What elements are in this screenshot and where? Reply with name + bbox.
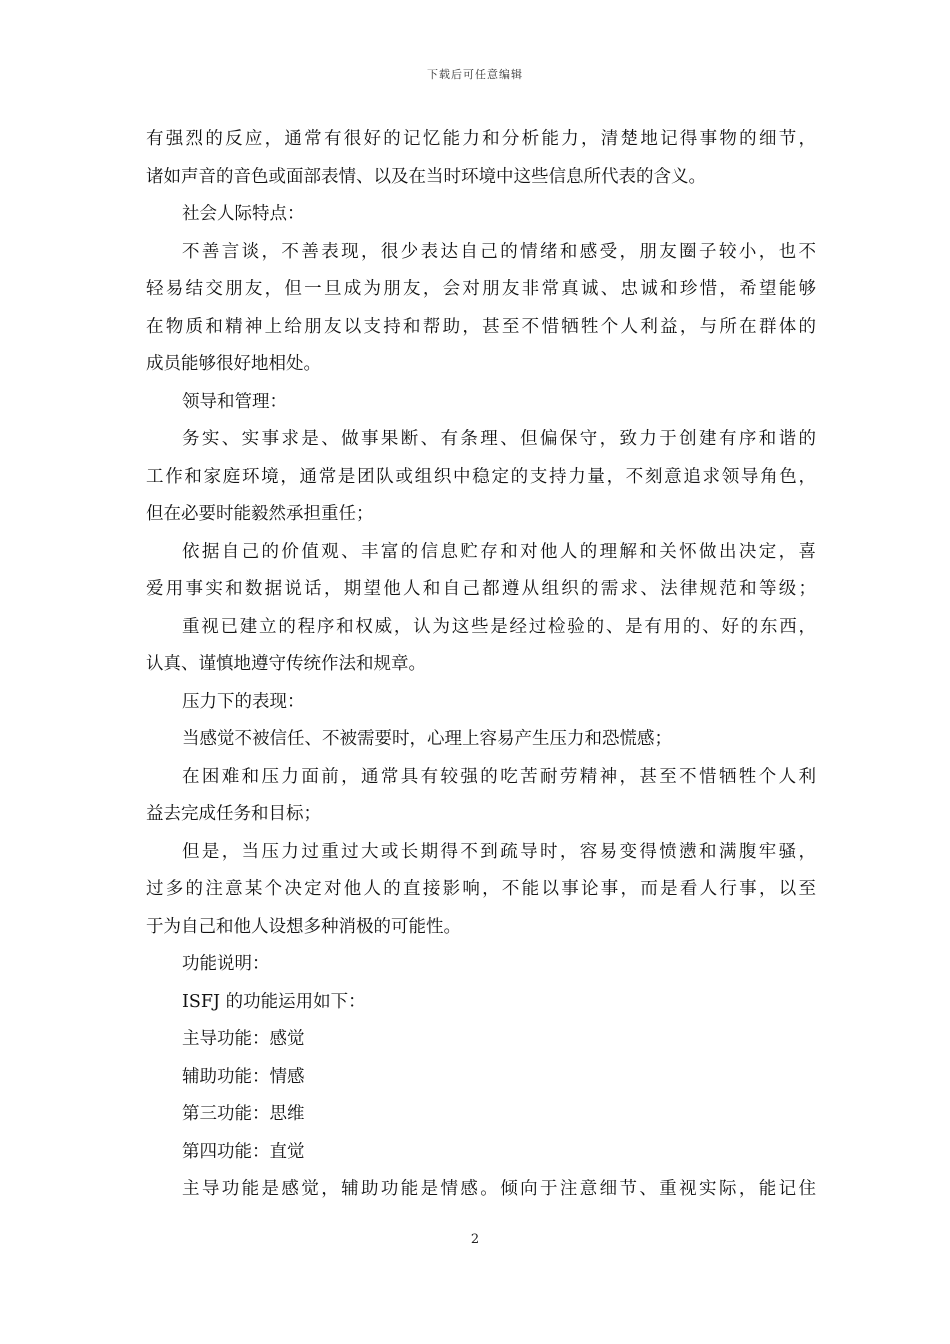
text-line: 重视已建立的程序和权威，认为这些是经过检验的、是有用的、好的东西， [182, 616, 816, 637]
function-auxiliary: 辅助功能：情感 [182, 1066, 305, 1087]
text-line: 爱用事实和数据说话，期望他人和自己都遵从组织的需求、法律规范和等级； [146, 579, 816, 599]
text-line: 成员能够很好地相处。 [146, 354, 321, 374]
text-line: 务实、实事求是、做事果断、有条理、但偏保守，致力于创建有序和谐的 [182, 429, 816, 449]
section-heading-social: 社会人际特点： [182, 204, 305, 224]
text-line: 轻易结交朋友，但一旦成为朋友，会对朋友非常真诚、忠诚和珍惜，希望能够 [146, 279, 816, 299]
text-line: 有强烈的反应，通常有很好的记忆能力和分析能力，清楚地记得事物的细节， [146, 129, 816, 149]
text-line: 当感觉不被信任、不被需要时，心理上容易产生压力和恐慌感； [182, 729, 672, 749]
text-line: ISFJ 的功能运用如下： [182, 991, 366, 1012]
page-number: 2 [470, 1232, 480, 1247]
function-inferior: 第四功能：直觉 [182, 1141, 305, 1162]
page-header: 下载后可任意编辑 [427, 68, 523, 81]
section-heading-leadership: 领导和管理： [182, 391, 287, 412]
section-heading-stress: 压力下的表现： [182, 691, 305, 712]
text-line: 依据自己的价值观、丰富的信息贮存和对他人的理解和关怀做出决定，喜 [182, 541, 816, 562]
function-dominant: 主导功能：感觉 [182, 1029, 305, 1049]
section-heading-functions: 功能说明： [182, 954, 270, 974]
text-line: 认真、谨慎地遵守传统作法和规章。 [146, 654, 426, 674]
text-line: 工作和家庭环境，通常是团队或组织中稳定的支持力量，不刻意追求领导角色， [146, 466, 816, 487]
text-line: 于为自己和他人设想多种消极的可能性。 [146, 916, 461, 937]
text-line: 但在必要时能毅然承担重任； [146, 504, 374, 524]
document-body [146, 121, 816, 1209]
text-line: 过多的注意某个决定对他人的直接影响，不能以事论事，而是看人行事，以至 [146, 879, 816, 899]
text-line: 益去完成任务和目标； [146, 804, 321, 824]
text-line: 但是，当压力过重过大或长期得不到疏导时，容易变得愤懑和满腹牢骚， [182, 841, 816, 862]
text-line: 在困难和压力面前，通常具有较强的吃苦耐劳精神，甚至不惜牺牲个人利 [182, 766, 816, 787]
text-line: 诸如声音的音色或面部表情、以及在当时环境中这些信息所代表的含义。 [146, 166, 706, 187]
function-tertiary: 第三功能：思维 [182, 1104, 305, 1124]
text-line: 不善言谈，不善表现，很少表达自己的情绪和感受，朋友圈子较小，也不 [182, 241, 816, 262]
text-line: 主导功能是感觉，辅助功能是情感。倾向于注意细节、重视实际，能记住 [182, 1179, 816, 1199]
text-line: 在物质和精神上给朋友以支持和帮助，甚至不惜牺牲个人利益，与所在群体的 [146, 316, 816, 337]
